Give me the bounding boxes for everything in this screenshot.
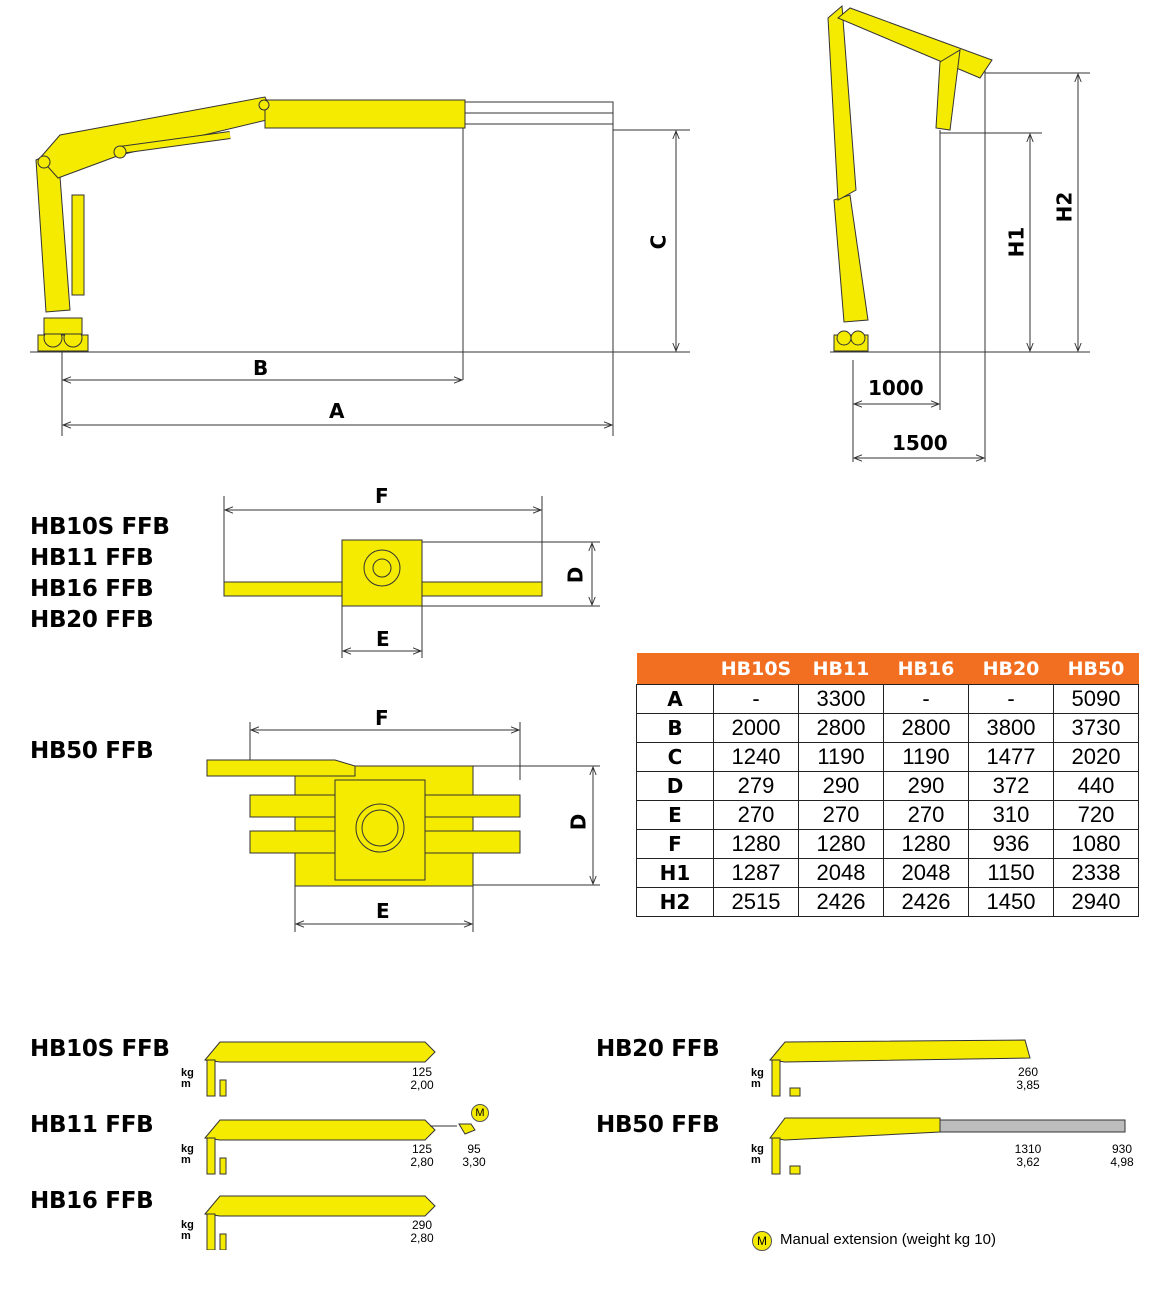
- table-cell: 372: [969, 772, 1054, 801]
- dimensions-table: [636, 653, 1139, 917]
- model-label: HB10S FFB: [30, 514, 170, 540]
- model-label: HB16 FFB: [30, 576, 154, 602]
- table-row-header: H1: [637, 859, 714, 888]
- table-header-cell: HB20: [969, 653, 1054, 685]
- table-row: [637, 685, 1139, 714]
- table-cell: 270: [799, 801, 884, 830]
- table-cell: 1150: [969, 859, 1054, 888]
- table-cell: 290: [799, 772, 884, 801]
- capacity-model-label: HB16 FFB: [30, 1188, 154, 1214]
- table-cell: 1280: [884, 830, 969, 859]
- crane-folded-view: [820, 0, 1100, 470]
- table-cell: 1190: [799, 743, 884, 772]
- load-value: 95 3,30: [462, 1142, 486, 1169]
- unit-labels: kg m: [181, 1219, 194, 1242]
- dim-label-h2: H2: [1052, 191, 1077, 223]
- dim-label-1500: 1500: [892, 431, 948, 455]
- table-row-header: E: [637, 801, 714, 830]
- dim-label-b: B: [253, 356, 269, 380]
- table-cell: 1450: [969, 888, 1054, 917]
- dim-label-d: D: [566, 813, 591, 831]
- table-header-cell: HB10S: [714, 653, 799, 685]
- table-cell: 2800: [799, 714, 884, 743]
- table-cell: 720: [1054, 801, 1139, 830]
- base-plan-large: [195, 700, 615, 935]
- load-value: 930 4,98: [1110, 1142, 1134, 1169]
- table-header-cell: HB11: [799, 653, 884, 685]
- mini-crane-hb20: [770, 1040, 1030, 1096]
- base-plan-small: [200, 490, 620, 660]
- table-cell: 2515: [714, 888, 799, 917]
- table-cell: -: [884, 685, 969, 714]
- manual-extension-badge: M: [471, 1104, 489, 1122]
- table-cell: 2338: [1054, 859, 1139, 888]
- table-cell: 2000: [714, 714, 799, 743]
- load-value: 260 3,85: [1016, 1065, 1040, 1092]
- capacity-model-label: HB10S FFB: [30, 1036, 170, 1062]
- table-row: [637, 888, 1139, 917]
- table-row: [637, 743, 1139, 772]
- crane-side-view: [0, 0, 720, 470]
- table-row-header: F: [637, 830, 714, 859]
- table-cell: 1080: [1054, 830, 1139, 859]
- capacity-model-label: HB20 FFB: [596, 1036, 720, 1062]
- table-cell: 3300: [799, 685, 884, 714]
- mini-crane-hb50: [770, 1118, 1125, 1174]
- table-cell: 279: [714, 772, 799, 801]
- table-row: [637, 830, 1139, 859]
- table-cell: 1287: [714, 859, 799, 888]
- unit-labels: kg m: [751, 1143, 764, 1166]
- load-value: 125 2,00: [410, 1065, 434, 1092]
- table-cell: 936: [969, 830, 1054, 859]
- dim-label-a: A: [329, 399, 345, 423]
- dim-label-h1: H1: [1004, 226, 1029, 258]
- unit-labels: kg m: [751, 1067, 764, 1090]
- table-cell: 2048: [884, 859, 969, 888]
- table-cell: 5090: [1054, 685, 1139, 714]
- model-label: HB11 FFB: [30, 545, 154, 571]
- table-row-header: H2: [637, 888, 714, 917]
- table-cell: 1280: [714, 830, 799, 859]
- table-row: [637, 859, 1139, 888]
- table-row: [637, 772, 1139, 801]
- table-cell: 2940: [1054, 888, 1139, 917]
- table-cell: 290: [884, 772, 969, 801]
- table-row-header: D: [637, 772, 714, 801]
- dim-label-d: D: [563, 566, 588, 584]
- table-cell: 310: [969, 801, 1054, 830]
- capacity-model-label: HB50 FFB: [596, 1112, 720, 1138]
- table-cell: 3800: [969, 714, 1054, 743]
- table-row-header: B: [637, 714, 714, 743]
- load-value: 125 2,80: [410, 1142, 434, 1169]
- dim-label-f: F: [375, 706, 389, 730]
- table-row: [637, 714, 1139, 743]
- capacity-model-label: HB11 FFB: [30, 1112, 154, 1138]
- load-value: 290 2,80: [410, 1218, 434, 1245]
- table-cell: 2426: [799, 888, 884, 917]
- model-label: HB20 FFB: [30, 607, 154, 633]
- table-cell: 270: [714, 801, 799, 830]
- table-cell: 1190: [884, 743, 969, 772]
- dim-label-c: C: [646, 234, 671, 250]
- table-header-cell: [637, 653, 714, 685]
- unit-labels: kg m: [181, 1067, 194, 1090]
- table-cell: 1477: [969, 743, 1054, 772]
- dim-label-e: E: [376, 627, 390, 651]
- table-row-header: C: [637, 743, 714, 772]
- table-header-cell: HB50: [1054, 653, 1139, 685]
- table-cell: 1280: [799, 830, 884, 859]
- dim-label-1000: 1000: [868, 376, 924, 400]
- table-cell: 270: [884, 801, 969, 830]
- table-cell: 2426: [884, 888, 969, 917]
- table-cell: -: [714, 685, 799, 714]
- table-cell: 2800: [884, 714, 969, 743]
- table-header-cell: HB16: [884, 653, 969, 685]
- capacity-crane-sketches-right: [760, 1030, 1140, 1180]
- legend-badge: M: [752, 1231, 772, 1251]
- table-cell: 1240: [714, 743, 799, 772]
- load-value: 1310 3,62: [1014, 1142, 1042, 1169]
- dim-label-e: E: [376, 899, 390, 923]
- table-cell: -: [969, 685, 1054, 714]
- table-header-row: [637, 653, 1139, 685]
- base-small-models: [30, 512, 220, 636]
- legend-text: Manual extension (weight kg 10): [780, 1231, 996, 1248]
- table-cell: 2048: [799, 859, 884, 888]
- table-cell: 3730: [1054, 714, 1139, 743]
- table-row: [637, 801, 1139, 830]
- unit-labels: kg m: [181, 1143, 194, 1166]
- table-row-header: A: [637, 685, 714, 714]
- capacity-crane-sketches: [195, 1030, 495, 1250]
- base-large-model: HB50 FFB: [30, 738, 154, 764]
- dim-label-f: F: [375, 484, 389, 508]
- table-cell: 2020: [1054, 743, 1139, 772]
- table-cell: 440: [1054, 772, 1139, 801]
